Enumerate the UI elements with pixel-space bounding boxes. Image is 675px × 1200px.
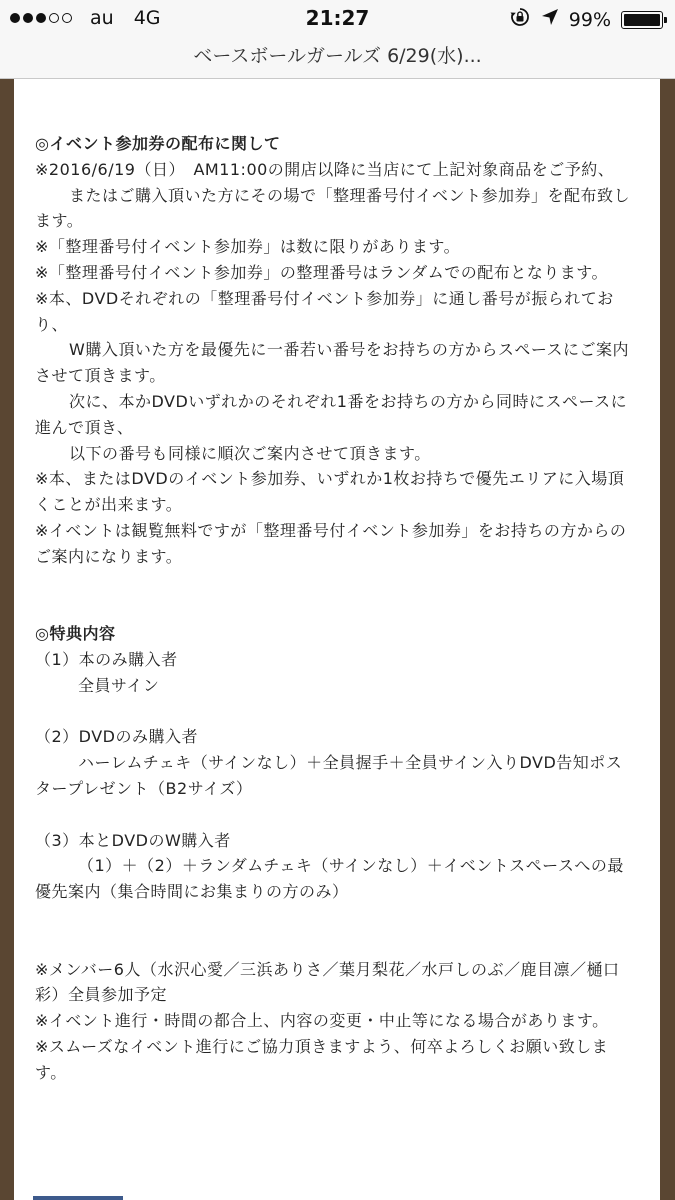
text-line: W購入頂いた方を最優先に一番若い番号をお持ちの方からスペースにご案内	[69, 340, 630, 360]
article-body	[35, 131, 635, 1085]
text-line: ※「整理番号付イベント参加券」の整理番号はランダムでの配布となります。	[35, 262, 608, 282]
text-line: 彩）全員参加予定	[35, 985, 168, 1005]
text-line: （2）DVDのみ購入者	[35, 727, 198, 747]
battery-icon	[621, 11, 663, 29]
battery-percent: 99%	[568, 8, 611, 31]
battery-level	[624, 14, 660, 26]
text-line: す。	[35, 1062, 67, 1082]
text-line: 次に、本かDVDいずれかのそれぞれ1番をお持ちの方から同時にスペースに	[69, 391, 628, 411]
status-bar	[0, 0, 675, 38]
text-line: ます。	[35, 211, 84, 231]
network-type: 4G	[133, 7, 161, 29]
text-line: ハーレムチェキ（サインなし）＋全員握手＋全員サイン入りDVD告知ポス	[78, 753, 623, 773]
text-line: 以下の番号も同様に順次ご案内させて頂きます。	[69, 443, 431, 463]
text-line: タープレゼント（B2サイズ）	[35, 778, 253, 798]
text-line: ※「整理番号付イベント参加券」は数に限りがあります。	[35, 237, 461, 257]
text-line: ※イベントは観覧無料ですが「整理番号付イベント参加券」をお持ちの方からの	[35, 520, 627, 540]
rotation-lock-icon	[509, 6, 531, 33]
section-heading: ◎イベント参加券の配布に関して	[35, 134, 281, 153]
page-title[interactable]: ベースボールガールズ 6/29(水)...	[193, 45, 482, 67]
battery-nub	[664, 17, 667, 23]
text-line: くことが出来ます。	[35, 495, 183, 515]
text-line: （3）本とDVDのW購入者	[35, 830, 231, 850]
text-line: 進んで頂き、	[35, 417, 134, 437]
carrier-name: au	[90, 7, 114, 29]
text-line: ※本、またはDVDのイベント参加券、いずれか1枚お持ちで優先エリアに入場頂	[35, 469, 625, 489]
text-line: ※メンバー6人（水沢心愛／三浜ありさ／葉月梨花／水戸しのぶ／鹿目凛／樋口	[35, 959, 620, 979]
status-bar-right	[509, 6, 663, 33]
url-bar[interactable]	[0, 38, 675, 79]
footer-banner-edge	[33, 1196, 123, 1200]
spacer	[35, 905, 635, 957]
text-line: させて頂きます。	[35, 366, 166, 386]
text-line: 優先案内（集合時間にお集まりの方のみ）	[35, 882, 349, 902]
text-line: （1）＋（2）＋ランダムチェキ（サインなし）＋イベントスペースへの最	[78, 856, 624, 876]
location-arrow-icon	[541, 8, 559, 31]
text-line: ※スムーズなイベント進行にご協力頂きますよう、何卒よろしくお願い致しま	[35, 1036, 609, 1056]
spacer	[35, 699, 635, 725]
text-line: 全員サイン	[78, 675, 160, 695]
section-heading: ◎特典内容	[35, 624, 116, 644]
spacer	[35, 802, 635, 828]
text-line: ご案内になります。	[35, 546, 183, 566]
text-line: ※イベント進行・時間の都合上、内容の変更・中止等になる場合があります。	[35, 1011, 609, 1031]
text-line: （1）本のみ購入者	[35, 649, 178, 669]
text-line: ※2016/6/19（日） AM11:00の開店以降に当店にて上記対象商品をご予約、	[35, 159, 615, 179]
status-time: 21:27	[305, 6, 370, 30]
text-line: またはご購入頂いた方にその場で「整理番号付イベント参加券」を配布致し	[69, 185, 631, 205]
text-line: り、	[35, 314, 69, 334]
article-panel	[14, 79, 660, 1200]
text-line: ※本、DVDそれぞれの「整理番号付イベント参加券」に通し番号が振られてお	[35, 288, 614, 308]
spacer	[35, 570, 635, 622]
